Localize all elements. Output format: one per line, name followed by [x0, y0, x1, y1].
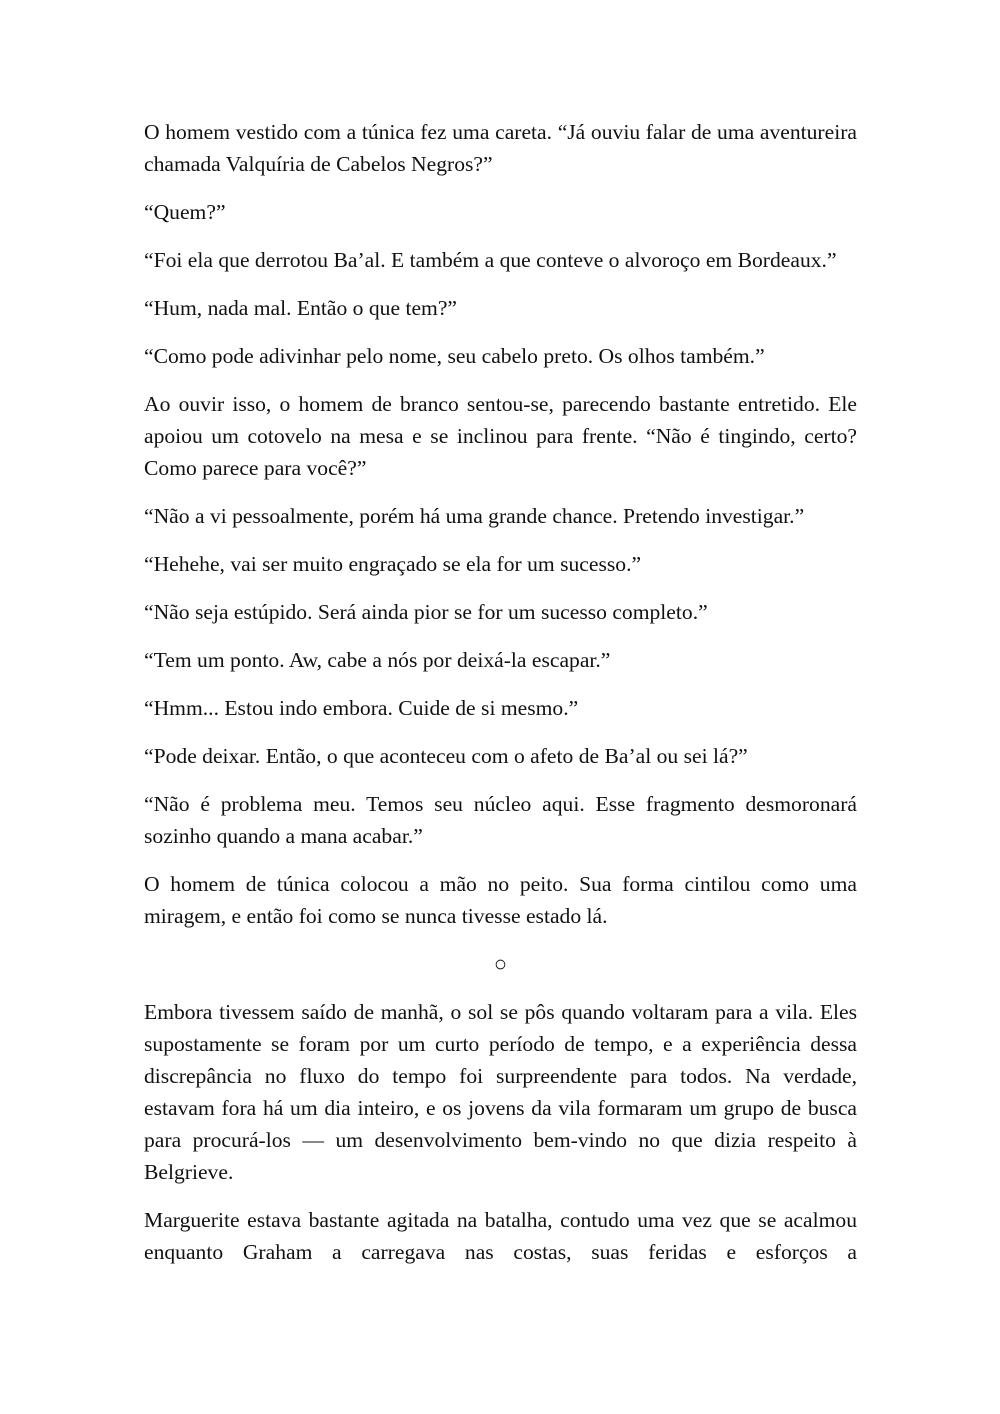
paragraph: O homem de túnica colocou a mão no peito. Sua forma cintilou como uma miragem, e então foi como se nunca tivesse estado lá. [144, 872, 857, 928]
paragraph: “Foi ela que derrotou Ba’al. E também a que conteve o alvoroço em Bordeaux.” [144, 248, 837, 272]
paragraph: “Hum, nada mal. Então o que tem?” [144, 296, 457, 320]
paragraph: “Quem?” [144, 200, 226, 224]
scene-break-separator: ○ [493, 952, 508, 976]
paragraph: “Não seja estúpido. Será ainda pior se for um sucesso completo.” [144, 600, 708, 624]
paragraph: O homem vestido com a túnica fez uma careta. “Já ouviu falar de uma aventureira chamada Valquíria de Cabelos Negros?” [144, 120, 857, 176]
paragraph: Marguerite estava bastante agitada na batalha, contudo uma vez que se acalmou enquanto Graham a carregava nas costas, suas feridas e esforços a [144, 1208, 857, 1264]
paragraph: Embora tivessem saído de manhã, o sol se pôs quando voltaram para a vila. Eles supostamente se foram por um curto período de tempo, e a experiência dessa discrepância no fluxo do tempo foi surpreendente para todos. Na verdade, estavam fora há um dia inteiro, e os jovens da vila formaram um grupo de busca para procurá-los — um desenvolvimento bem-vindo no que dizia respeito à Belgrieve. [144, 1000, 857, 1184]
page-body [144, 116, 857, 1284]
paragraph: “Hehehe, vai ser muito engraçado se ela for um sucesso.” [144, 552, 642, 576]
paragraph: “Tem um ponto. Aw, cabe a nós por deixá-la escapar.” [144, 648, 611, 672]
paragraph: “Não a vi pessoalmente, porém há uma grande chance. Pretendo investigar.” [144, 504, 805, 528]
paragraph: “Não é problema meu. Temos seu núcleo aqui. Esse fragmento desmoronará sozinho quando a mana acabar.” [144, 792, 857, 848]
paragraph: Ao ouvir isso, o homem de branco sentou-se, parecendo bastante entretido. Ele apoiou um cotovelo na mesa e se inclinou para frente. “Não é tingindo, certo? Como parece para você?” [144, 392, 857, 480]
paragraph: “Hmm... Estou indo embora. Cuide de si mesmo.” [144, 696, 579, 720]
paragraph: “Pode deixar. Então, o que aconteceu com o afeto de Ba’al ou sei lá?” [144, 744, 748, 768]
paragraph: “Como pode adivinhar pelo nome, seu cabelo preto. Os olhos também.” [144, 344, 765, 368]
